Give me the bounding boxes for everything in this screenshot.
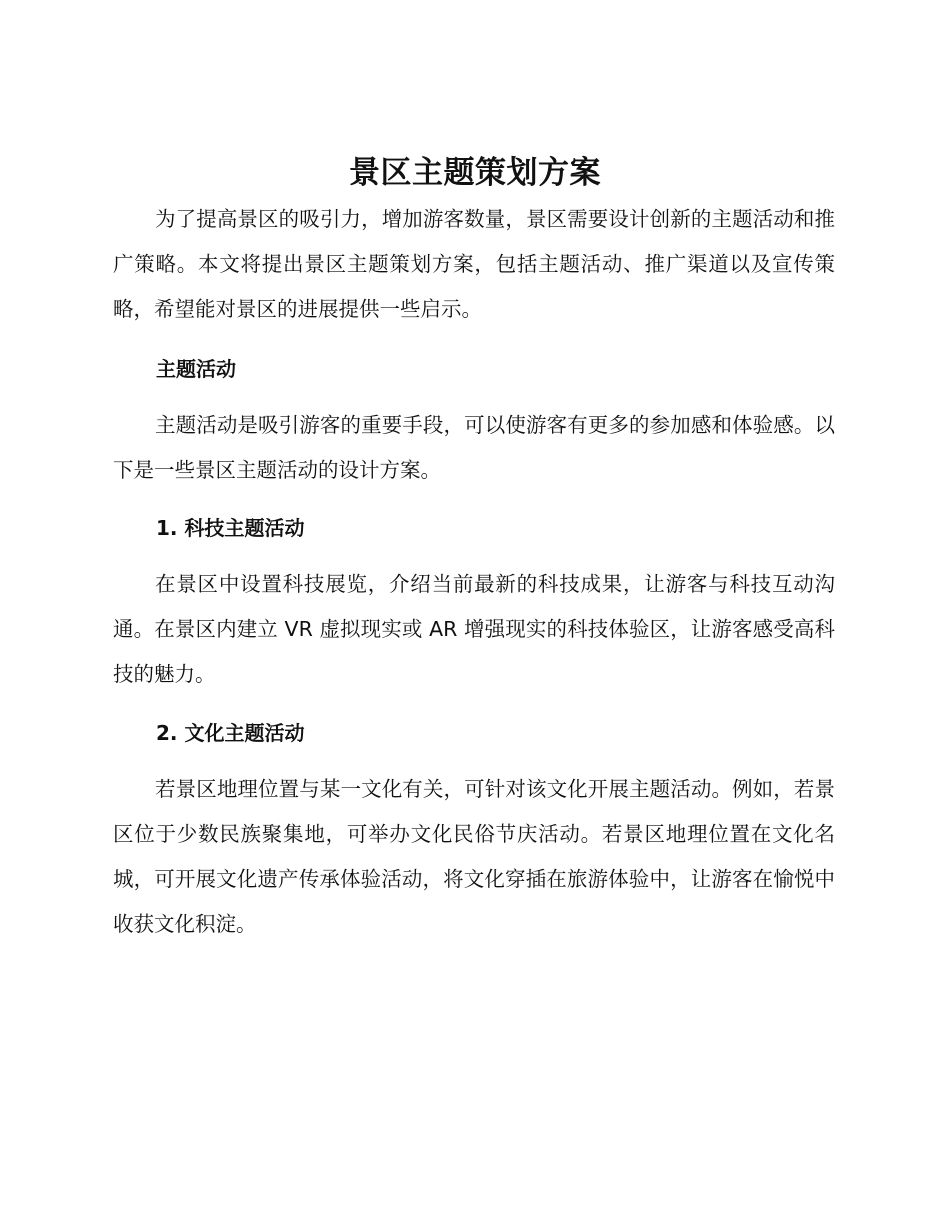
section-body-theme-activities: 主题活动是吸引游客的重要手段，可以使游客有更多的参加感和体验感。以下是一些景区主题活动的设计方案。: [113, 413, 835, 482]
section-heading-culture-activities: 2. 文化主题活动: [156, 721, 305, 745]
document-title: 景区主题策划方案: [349, 155, 601, 191]
section-heading-theme-activities: 主题活动: [156, 357, 236, 381]
section-body-tech-activities: 在景区中设置科技展览，介绍当前最新的科技成果，让游客与科技互动沟通。在景区内建立 VR 虚拟现实或 AR 增强现实的科技体验区，让游客感受高科技的魅力。: [113, 572, 835, 686]
section-heading-tech-activities: 1. 科技主题活动: [156, 516, 305, 540]
section-body-culture-activities: 若景区地理位置与某一文化有关，可针对该文化开展主题活动。例如，若景区位于少数民族聚集地，可举办文化民俗节庆活动。若景区地理位置在文化名城，可开展文化遗产传承体验活动，将文化穿插在旅游体验中，让游客在愉悦中收获文化积淀。: [113, 777, 835, 936]
intro-paragraph: 为了提高景区的吸引力，增加游客数量，景区需要设计创新的主题活动和推广策略。本文将提出景区主题策划方案，包括主题活动、推广渠道以及宣传策略，希望能对景区的进展提供一些启示。: [113, 207, 835, 321]
